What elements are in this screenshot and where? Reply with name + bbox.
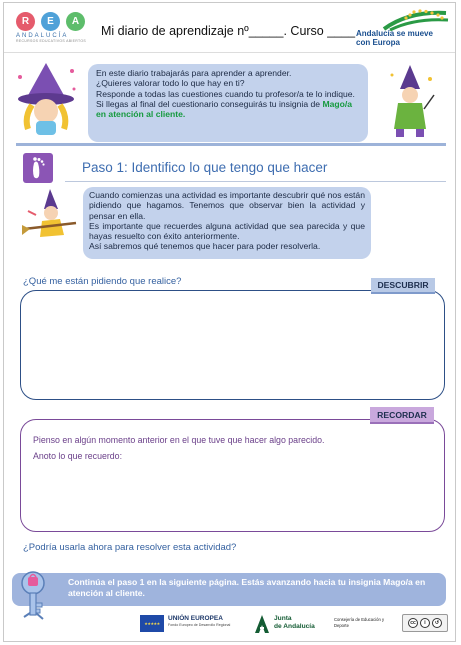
recordar-prompt-1: Pienso en algún momento anterior en el que tuve que hacer algo parecido. (33, 435, 325, 445)
wizard-boy-illustration (386, 65, 436, 137)
section-divider (16, 143, 446, 146)
intro-bubble (88, 64, 368, 142)
continue-message: Continúa el paso 1 en la siguiente página. Estás avanzando hacia tu insignia Mago/a en atención al cliente. (68, 577, 426, 598)
junta-line-1: Junta (274, 615, 292, 622)
andalucia-europa-logo (354, 9, 450, 49)
rea-logo (16, 12, 92, 52)
step-paragraph-2: Es importante que recuerdes alguna actividad que sea parecida y que hayas resuelto con éxito anteriormente. (89, 220, 365, 242)
rea-letter-r: R (16, 12, 35, 31)
rea-letter-a: A (66, 12, 85, 31)
consejeria-name: Consejería de Educación y Deporte (334, 617, 385, 628)
page-title: Mi diario de aprendizaje nº_____. Curso ____ (101, 24, 356, 38)
andalucia-swoosh-icon (354, 9, 450, 31)
recordar-prompt-2: Anoto lo que recuerdo: (33, 451, 123, 461)
intro-line-1: En este diario trabajarás para aprender a aprender. (96, 68, 292, 78)
step-paragraph-3: Así sabremos qué tenemos que hacer para poder resolverla. (89, 241, 321, 252)
rea-logo-tagline: RECURSOS EDUCATIVOS ABIERTOS (16, 39, 87, 43)
eu-title: UNIÓN EUROPEA (168, 615, 223, 622)
recordar-tag: RECORDAR (370, 407, 434, 424)
intro-line-3: Responde a todas las cuestiones cuando tu profesor/a te lo indique. (96, 88, 355, 99)
step-title-underline (65, 181, 446, 182)
key-character-icon (16, 569, 50, 625)
cc-by-icon: i (420, 618, 430, 628)
step-paragraph-1: Cuando comienzas una actividad es importante descubrir qué nos están pidiendo que hagamos. Tenemos que observar bien la actividad y pensar en ella. (89, 190, 365, 221)
eu-flag-icon: ★★★★★ (140, 615, 164, 632)
footprint-icon (23, 153, 53, 183)
creative-commons-badge (402, 614, 448, 632)
cc-sa-icon: ↺ (432, 618, 442, 628)
step-icon-box (23, 153, 53, 183)
wizard-girl-illustration (12, 59, 80, 137)
badge-name: Mago/a en atención al cliente. (96, 98, 353, 120)
continue-message-bubble (12, 573, 446, 606)
eu-subtitle: Fondo Europeo de Desarrollo Regional (168, 623, 231, 627)
recordar-answer-box[interactable] (20, 419, 445, 532)
intro-line-2: ¿Quieres valorar todo lo que hay en ti? (96, 78, 245, 89)
step-explanation-bubble (83, 187, 371, 259)
step-title: Paso 1: Identifico lo que tengo que hacer (82, 160, 328, 175)
junta-line-2: de Andalucía (274, 623, 315, 630)
flying-wizard-illustration (20, 189, 78, 249)
question-could-use: ¿Podría usarla ahora para resolver esta actividad? (23, 542, 237, 553)
descubrir-tag: DESCUBRIR (371, 278, 435, 294)
header-divider (4, 52, 456, 53)
rea-logo-name: ANDALUCÍA (16, 33, 69, 39)
question-what-asked: ¿Qué me están pidiendo que realice? (23, 276, 182, 287)
cc-icon: cc (408, 618, 418, 628)
descubrir-answer-box[interactable] (20, 290, 445, 400)
junta-andalucia-logo-icon (254, 614, 270, 634)
intro-line-4: Si llegas al final del cuestionario conseguirás tu insignia de (96, 98, 321, 109)
junta-andalucia-name (274, 615, 315, 631)
diary-page (3, 2, 456, 642)
andalucia-logo-text: Andalucía se mueve con Europa (356, 29, 433, 47)
rea-letter-e: E (41, 12, 60, 31)
